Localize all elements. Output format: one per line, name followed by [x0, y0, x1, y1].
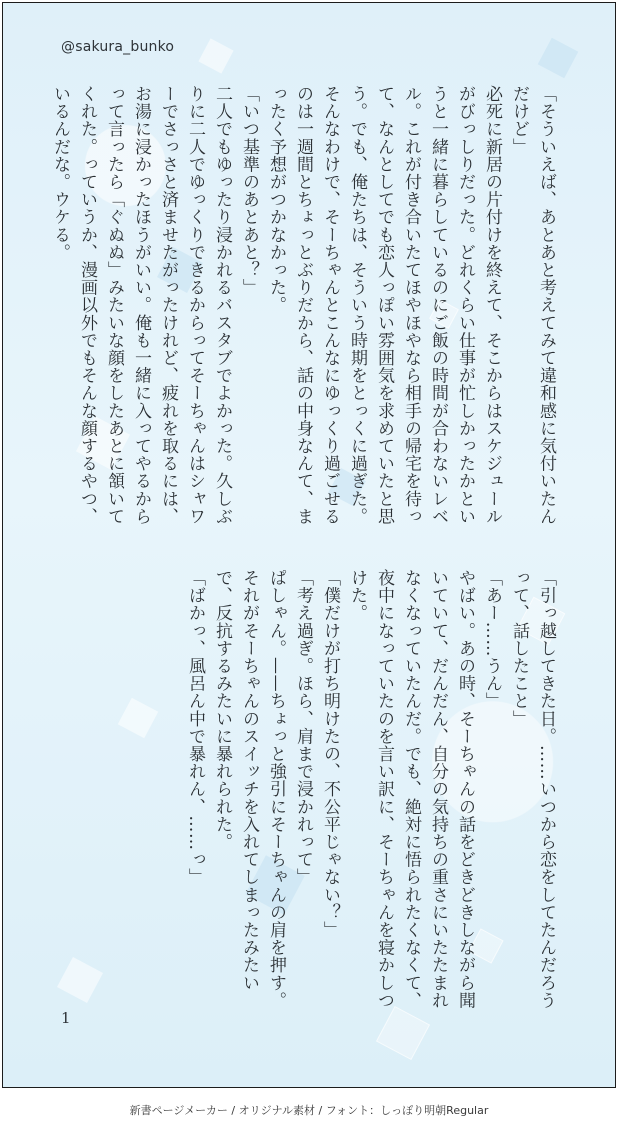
paragraph: 「いつ基準のあとあと？」: [239, 85, 259, 297]
paragraph: ぱしゃん。——ちょっと強引にそーちゃんの肩を押す。それがそーちゃんのスイッチを入れてしまったみたいで、反抗するみたいに暴れられた。: [212, 569, 286, 1009]
paragraph: 「引っ越してきた日。……いつから恋をしてたんだろうって、話したこと」: [509, 569, 556, 1009]
upper-text-block: [50, 85, 559, 529]
page: [2, 2, 616, 1088]
paragraph: 二人でもゆったり浸かれるバスタブでよかった。久しぶりに二人でゆっくりできるからってそーちゃんはシャワーでさっさと済ませたがったけれど、疲れを取るには、お湯に浸かったほうがいい。俺も一緒に入ってやるからって言ったら「ぐぬぬ」みたいな顔をしたあとに頷いてくれた。っていうか、漫画以外でもそんな顔するやつ、いるんだな。ウケる。: [50, 85, 232, 525]
paragraph: 「僕だけが打ち明けたの、不公平じゃない？」: [320, 569, 340, 939]
lower-text-block: [55, 569, 559, 1013]
background-decoration: [198, 38, 233, 73]
paragraph: やばい。あの時、そーちゃんの話をどきどきしながら聞いていて、だんだん、自分の気持ちの重さにいたたまれなくなっていたんだ。でも、絶対に悟られたくなくて、夜中になっていたのを言い訳に、そーちゃんを寝かしつけた。: [347, 569, 475, 1009]
paragraph: 「あー……うん」: [482, 569, 502, 710]
author-handle: @sakura_bunko: [61, 39, 175, 55]
background-decoration: [376, 1006, 430, 1060]
paragraph: 「そういえば、あとあと考えてみて違和感に気付いたんだけど」: [509, 85, 556, 525]
paragraph: 「ばかっ、風呂ん中で暴れん、……っ」: [185, 569, 205, 886]
background-decoration: [538, 38, 579, 79]
paragraph: 「考え過ぎ。ほら、肩まで浸かれって」: [293, 569, 313, 886]
paragraph: そんなわけで、そーちゃんとこんなにゆっくり過ごせるのは一週間とちょっとぶりだから、話の中身なんて、まったく予想がつかなかった。: [266, 85, 340, 525]
page-number: 1: [61, 1009, 71, 1027]
credit-line: 新書ページメーカー / オリジナル素材 / フォント：しっぽり明朝Regular: [129, 1104, 489, 1117]
paragraph: 必死に新居の片付けを終えて、そこからはスケジュールがびっしりだった。どれくらい仕事が忙しかったかというと一緒に暮らしているのにご飯の時間が合わないレベル。これが付き合いたてほやほやなら相手の帰宅を待って、なんとしてでも恋人っぽい雰囲気を求めていたと思う。でも、俺たちは、そういう時期をとっくに過ぎた。: [347, 85, 502, 525]
